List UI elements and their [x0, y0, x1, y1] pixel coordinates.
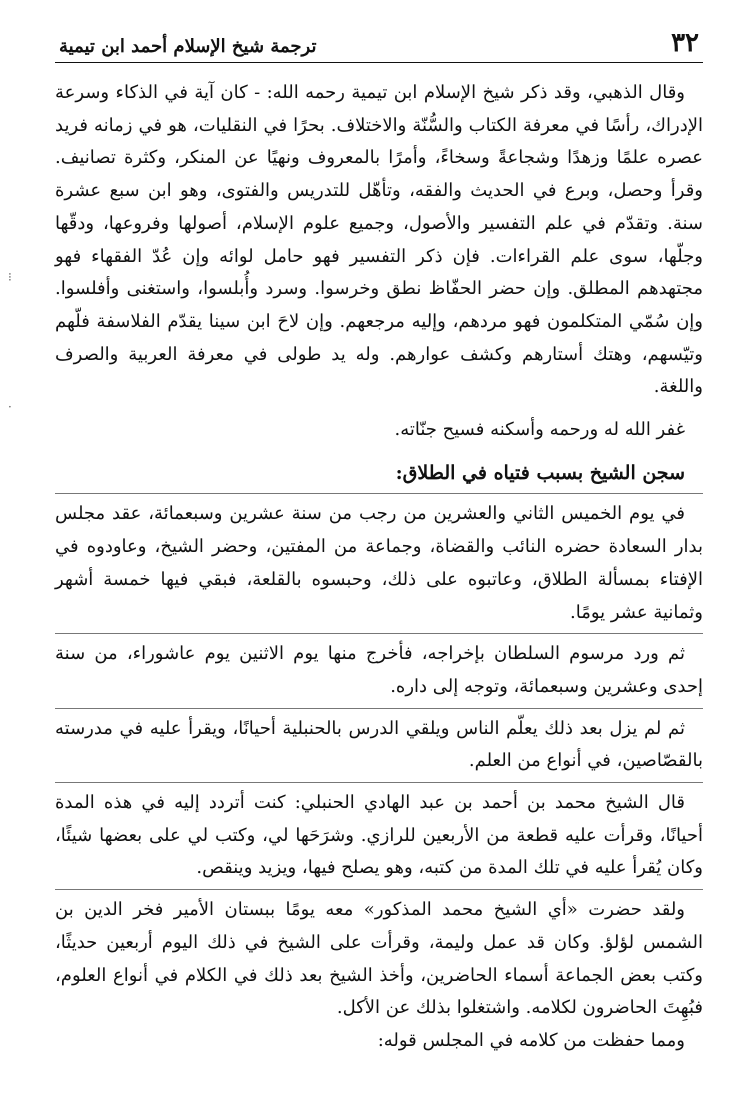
- paragraph-imprisonment: في يوم الخميس الثاني والعشرين من رجب من سنة عشرين وسبعمائة، عقد مجلس بدار السعادة حضره النائب والقضاة، وجماعة من المفتين، وحضر الشيخ، وعاودوه في الإفتاء بمسألة الطلاق، وعاتبوه على ذلك، وحبسوه بالقلعة، فبقي فيها خمسة أشهر وثمانية عشر يومًا.: [55, 503, 703, 623]
- section-heading: سجن الشيخ بسبب فتياه في الطلاق:: [395, 461, 685, 484]
- paragraph-release: ثم ورد مرسوم السلطان بإخراجه، فأخرج منها يوم الاثنين يوم عاشوراء، من سنة إحدى وعشرين وسبعمائة، وتوجه إلى داره.: [55, 643, 703, 697]
- margin-mark-1: ⁝: [8, 270, 12, 284]
- page-header: [55, 22, 703, 63]
- running-title: ترجمة شيخ الإسلام أحمد ابن تيمية: [59, 36, 317, 57]
- paragraph-divider: [55, 889, 703, 890]
- paragraph-teaching: ثم لم يزل بعد ذلك يعلّم الناس ويلقي الدرس بالحنبلية أحيانًا، ويقرأ عليه في مدرسته بالقصّاصين، في أنواع من العلم.: [55, 717, 703, 772]
- paragraph-divider: [55, 708, 703, 709]
- page-body: [55, 77, 703, 1058]
- page-number: ٣٢: [671, 28, 699, 58]
- section-divider: [55, 493, 703, 494]
- book-page: [55, 22, 703, 1058]
- paragraph-divider: [55, 782, 703, 783]
- margin-mark-2: ·: [8, 400, 12, 414]
- paragraph-divider: [55, 633, 703, 634]
- paragraph-dhahabi-quote: وقال الذهبي، وقد ذكر شيخ الإسلام ابن تيمية رحمه الله: - كان آية في الذكاء وسرعة الإدراك، رأسًا في معرفة الكتاب والسُّنّة والاختلاف. بحرًا في النقليات، هو في زمانه فريد عصره علمًا وزهدًا وشجاعةً وسخاءً، وأمرًا بالمعروف ونهيًا عن المنكر، وكثرة تصانيف. وقرأ وحصل، وبرع في الحديث والفقه، وتأهّل للتدريس والفتوى، وهو ابن سبع عشرة سنة. وتقدّم في علم التفسير والأصول، وجميع علوم الإسلام، أصولها وفروعها، ودقّها وجلّها، سوى علم القراءات. فإن ذكر التفسير فهو حامل لوائه وإن عُدّ الفقهاء فهو مجتهدهم المطلق. وإن حضر الحفّاظ نطق وخرسوا. وسرد وأُبلسوا، واستغنى وأفلسوا. وإن سُمّي المتكلمون فهو مردهم، وإليه مرجعهم. وإن لاحَ ابن سينا يقدّم الفلاسفة فلّهم وتيّسهم، وهتك أستارهم وكشف عوارهم. وله يد طولى في معرفة العربية والصرف واللغة.: [55, 82, 704, 398]
- paragraph-ibn-abd-alhadi: قال الشيخ محمد بن أحمد بن عبد الهادي الحنبلي: كنت أتردد إليه في هذه المدة أحيانًا، وقرأت عليه قطعة من الأربعين للرازي. وشرَحَها لي، وكتب لي على بعضها شيئًا، وكان يُقرأ عليه في تلك المدة من كتبه، وهو يصلح فيها، ويزيد وينقص.: [55, 792, 703, 879]
- paragraph-banquet: ولقد حضرت «أي الشيخ محمد المذكور» معه يومًا ببستان الأمير فخر الدين بن الشمس لؤلؤ. وكان قد عمل وليمة، وقرأت على الشيخ في ذلك اليوم أربعين حديثًا، وكتب بعض الجماعة أسماء الحاضرين، وأخذ الشيخ بعد ذلك في الكلام في أنواع العلوم، فبُهِتَ الحاضرون لكلامه. واشتغلوا بذلك عن الأكل.: [55, 899, 703, 1019]
- paragraph-closing: ومما حفظت من كلامه في المجلس قوله:: [377, 1029, 685, 1051]
- paragraph-prayer: غفر الله له ورحمه وأسكنه فسيح جنّاته.: [394, 419, 685, 441]
